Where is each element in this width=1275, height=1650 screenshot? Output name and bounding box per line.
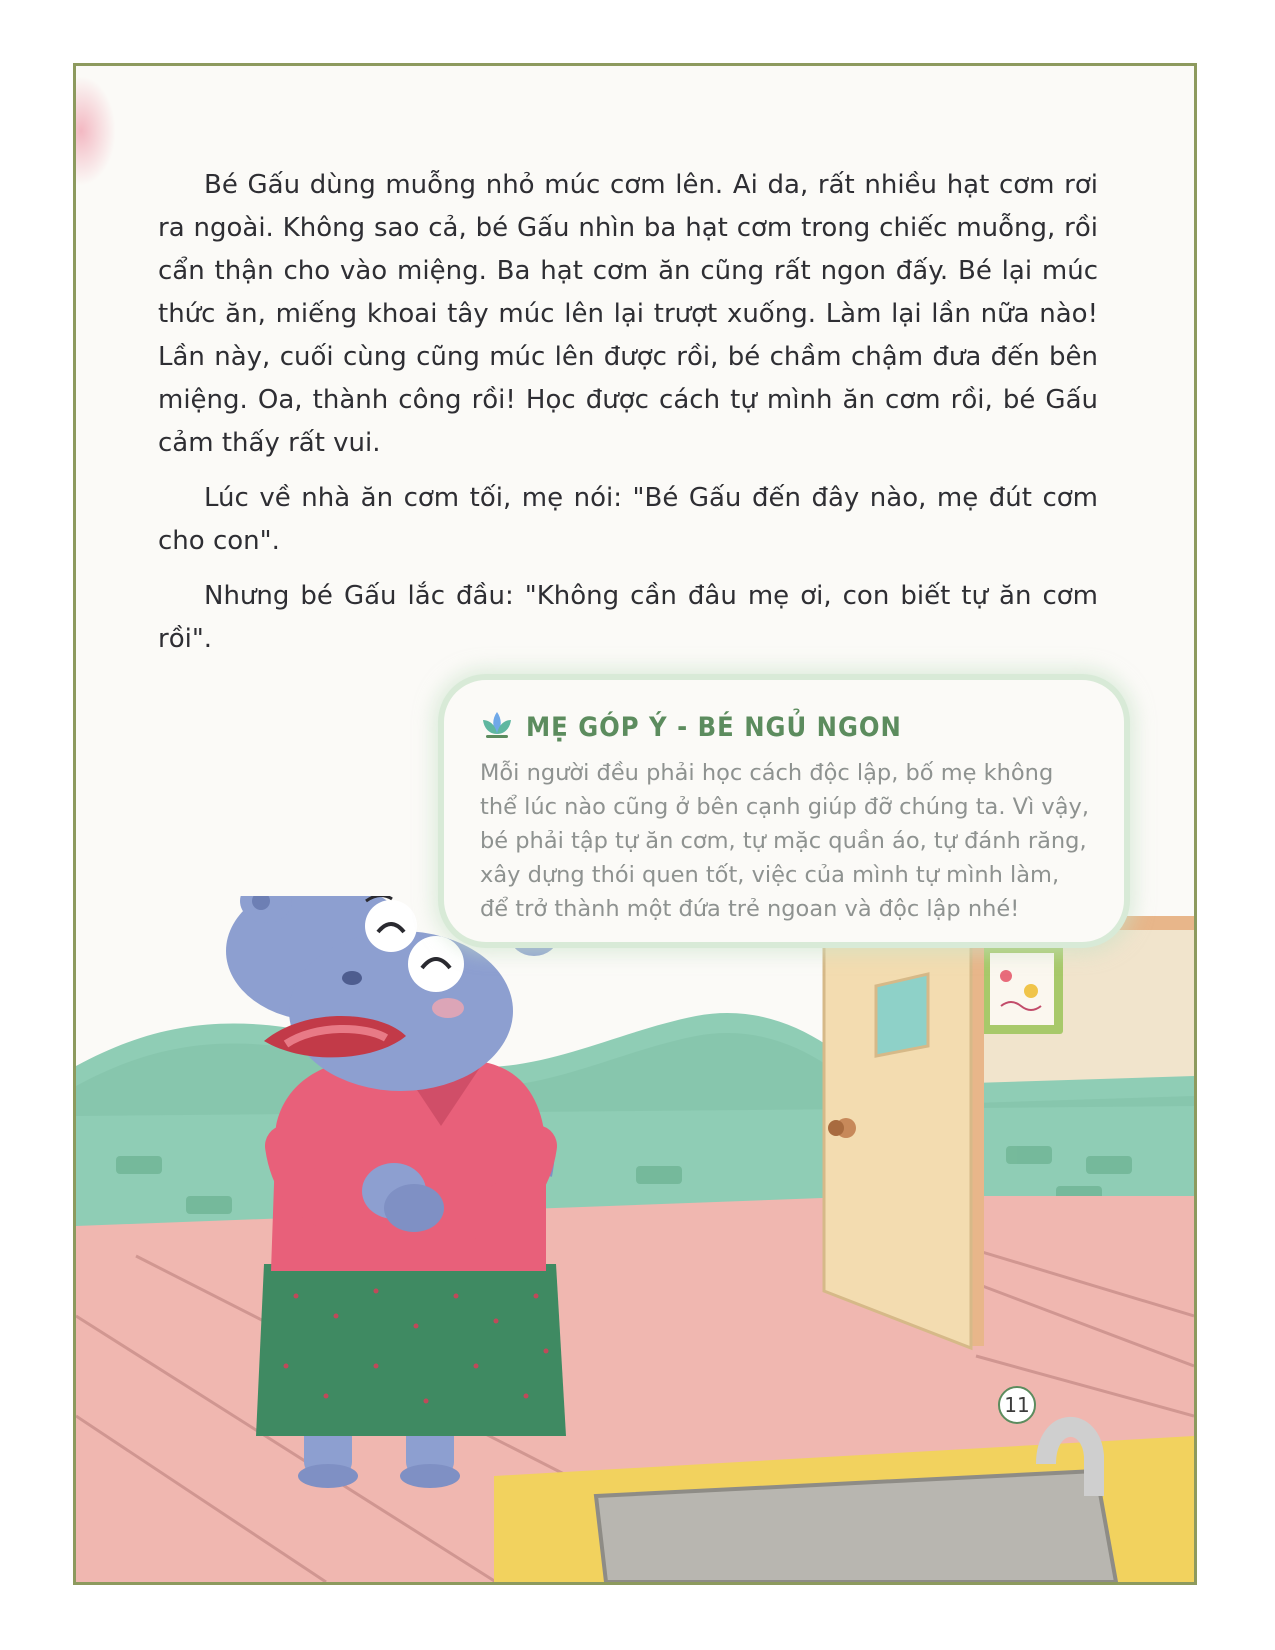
tip-box [438,674,1130,948]
tip-header [480,710,902,744]
book-page [76,66,1194,1582]
story-text [158,164,1098,673]
lotus-icon [480,710,514,744]
hippo-skirt [256,1264,566,1436]
story-paragraph-3: Nhưng bé Gấu lắc đầu: "Không cần đâu mẹ ơi, con biết tự ăn cơm rồi". [158,581,1098,654]
door-window [876,974,928,1056]
illustration-hippo-room [76,896,1194,1582]
page-number: 11 [998,1386,1036,1424]
tip-body: Mỗi người đều phải học cách độc lập, bố mẹ không thể lúc nào cũng ở bên cạnh giúp đỡ chúng ta. Vì vậy, bé phải tập tự ăn cơm, tự mặc quần áo, tự đánh răng, xây dựng thói quen tốt, việc của mình tự mình làm, để trở thành một đứa trẻ ngoan và độc lập nhé! [480,760,1089,922]
decorative-blob [76,76,116,186]
tip-title: MẸ GÓP Ý - BÉ NGỦ NGON [526,711,902,743]
story-paragraph-2: Lúc về nhà ăn cơm tối, mẹ nói: "Bé Gấu đến đây nào, mẹ đút cơm cho con". [158,483,1098,556]
story-paragraph-1: Bé Gấu dùng muỗng nhỏ múc cơm lên. Ai da, rất nhiều hạt cơm rơi ra ngoài. Không sao cả, bé Gấu nhìn ba hạt cơm trong chiếc muỗng, rồi cẩn thận cho vào miệng. Ba hạt cơm ăn cũng rất ngon đấy. Bé lại múc thức ăn, miếng khoai tây múc lên lại trượt xuống. Làm lại lần nữa nào! Lần này, cuối cùng cũng múc lên được rồi, bé chầm chậm đưa đến bên miệng. Oa, thành công rồi! Học được cách tự mình ăn cơm rồi, bé Gấu cảm thấy rất vui. [158,170,1098,458]
